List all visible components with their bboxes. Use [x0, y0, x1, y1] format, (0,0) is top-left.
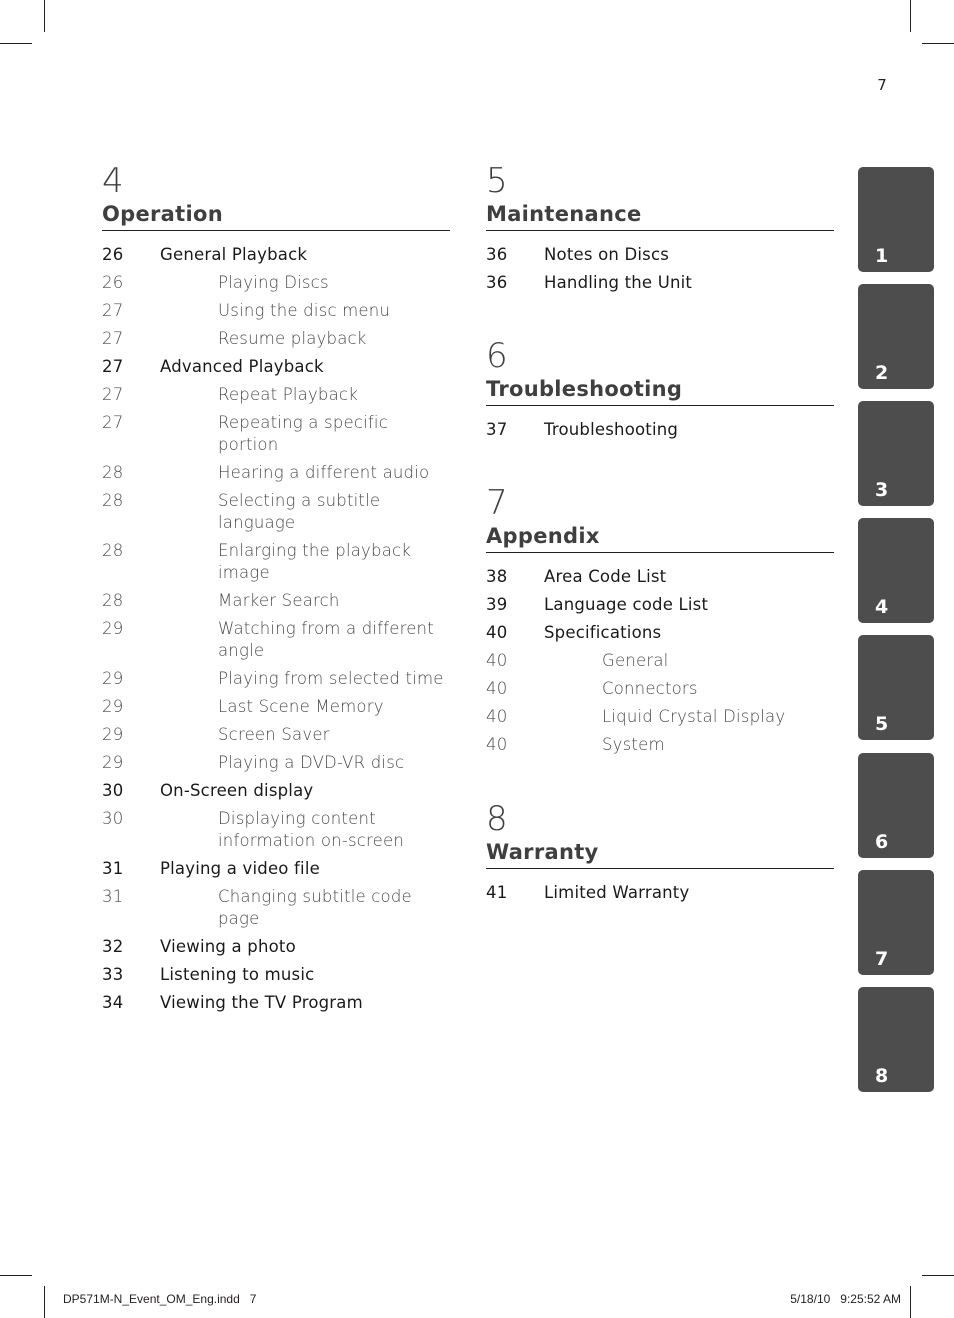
- chapter-tab[interactable]: [858, 987, 934, 1092]
- toc-entry-title: Viewing the TV Program: [160, 993, 363, 1012]
- toc-list: [486, 244, 834, 294]
- toc-page-number: 32: [102, 937, 124, 956]
- toc-entry-title: System: [602, 735, 665, 754]
- toc-page-number: 26: [102, 245, 124, 264]
- toc-entry[interactable]: [102, 490, 450, 534]
- toc-page-number: 34: [102, 993, 124, 1012]
- toc-entry-title: Selecting a subtitle language: [218, 491, 381, 532]
- toc-page-number: 28: [102, 491, 124, 510]
- footer-filename: DP571M-N_Event_OM_Eng.indd 7: [63, 1292, 257, 1306]
- toc-entry[interactable]: [102, 618, 450, 662]
- toc-entry[interactable]: [486, 244, 834, 266]
- toc-page-number: 39: [486, 595, 508, 614]
- tab-label: 2: [875, 362, 889, 384]
- toc-page-number: 27: [102, 329, 124, 348]
- crop-mark: [44, 0, 45, 32]
- toc-section: [486, 161, 834, 300]
- toc-page-number: 29: [102, 725, 124, 744]
- page-number: 7: [877, 76, 887, 94]
- toc-list: [486, 566, 834, 756]
- toc-page-number: 41: [486, 883, 508, 902]
- chapter-tab[interactable]: [858, 635, 934, 740]
- toc-entry-title: Repeating a specific portion: [218, 413, 388, 454]
- section-number: 7: [486, 483, 508, 523]
- section-number: 4: [102, 161, 124, 201]
- tab-label: 4: [875, 596, 889, 618]
- toc-list: [486, 419, 834, 441]
- tab-label: 8: [875, 1065, 889, 1087]
- toc-page-number: 30: [102, 809, 124, 828]
- toc-page-number: 37: [486, 420, 508, 439]
- toc-page-number: 40: [486, 651, 508, 670]
- toc-entry[interactable]: [102, 752, 450, 774]
- chapter-tab[interactable]: [858, 870, 934, 975]
- toc-page-number: 29: [102, 619, 124, 638]
- chapter-tab[interactable]: [858, 518, 934, 623]
- toc-page-number: 26: [102, 273, 124, 292]
- toc-list: [102, 244, 450, 1014]
- toc-page-number: 40: [486, 679, 508, 698]
- toc-page-number: 38: [486, 567, 508, 586]
- tab-label: 6: [875, 831, 889, 853]
- toc-entry[interactable]: [102, 992, 450, 1014]
- tab-label: 5: [875, 713, 889, 735]
- toc-entry[interactable]: [102, 780, 450, 802]
- toc-entry-title: Resume playback: [218, 329, 367, 348]
- crop-mark: [44, 1286, 45, 1318]
- toc-page-number: 31: [102, 859, 124, 878]
- toc-entry-title: Listening to music: [160, 965, 315, 984]
- toc-page-number: 29: [102, 697, 124, 716]
- toc-entry[interactable]: [102, 964, 450, 986]
- chapter-tab[interactable]: [858, 284, 934, 389]
- toc-entry[interactable]: [102, 540, 450, 584]
- toc-entry-title: Playing a DVD-VR disc: [218, 753, 405, 772]
- section-number: 5: [486, 161, 508, 201]
- toc-page-number: 36: [486, 245, 508, 264]
- toc-entry-title: Connectors: [602, 679, 698, 698]
- toc-entry-title: Changing subtitle code page: [218, 887, 412, 928]
- toc-entry[interactable]: [102, 300, 450, 322]
- toc-page-number: 27: [102, 301, 124, 320]
- crop-mark: [910, 1286, 911, 1318]
- toc-page-number: 36: [486, 273, 508, 292]
- toc-entry[interactable]: [102, 696, 450, 718]
- section-title: Warranty: [486, 840, 834, 869]
- toc-list: [486, 882, 834, 904]
- toc-entry[interactable]: [486, 650, 834, 672]
- toc-entry-title: Screen Saver: [218, 725, 330, 744]
- toc-entry-title: Advanced Playback: [160, 357, 324, 376]
- toc-entry-title: Watching from a different angle: [218, 619, 434, 660]
- toc-entry-title: General: [602, 651, 669, 670]
- toc-entry[interactable]: [486, 566, 834, 588]
- toc-entry-title: Playing from selected time: [218, 669, 444, 688]
- toc-entry[interactable]: [486, 419, 834, 441]
- crop-mark: [0, 43, 32, 44]
- toc-page-number: 29: [102, 669, 124, 688]
- toc-entry-title: Handling the Unit: [544, 273, 693, 292]
- chapter-tab[interactable]: [858, 753, 934, 858]
- section-title: Maintenance: [486, 202, 834, 231]
- toc-entry-title: Liquid Crystal Display: [602, 707, 786, 726]
- chapter-tab[interactable]: [858, 401, 934, 506]
- toc-section: [486, 483, 834, 762]
- toc-page-number: 27: [102, 357, 124, 376]
- toc-entry[interactable]: [486, 706, 834, 728]
- toc-entry[interactable]: [102, 724, 450, 746]
- toc-page-number: 29: [102, 753, 124, 772]
- toc-entry-title: General Playback: [160, 245, 308, 264]
- toc-page-number: 30: [102, 781, 124, 800]
- crop-mark: [922, 1275, 954, 1276]
- toc-entry[interactable]: [102, 462, 450, 484]
- crop-mark: [910, 0, 911, 32]
- toc-entry-title: Troubleshooting: [544, 420, 679, 439]
- toc-page-number: 33: [102, 965, 124, 984]
- toc-entry[interactable]: [102, 668, 450, 690]
- toc-entry[interactable]: [102, 328, 450, 350]
- toc-entry[interactable]: [486, 272, 834, 294]
- toc-entry-title: Specifications: [544, 623, 662, 642]
- toc-page-number: 28: [102, 541, 124, 560]
- toc-entry[interactable]: [486, 734, 834, 756]
- toc-section: [102, 161, 450, 1020]
- toc-entry[interactable]: [486, 622, 834, 644]
- toc-entry[interactable]: [102, 244, 450, 266]
- toc-entry[interactable]: [102, 590, 450, 612]
- section-title: Operation: [102, 202, 450, 231]
- toc-entry-title: Enlarging the playback image: [218, 541, 412, 582]
- section-number: 6: [486, 336, 508, 376]
- tab-label: 7: [875, 948, 889, 970]
- crop-mark: [0, 1275, 32, 1276]
- toc-entry[interactable]: [102, 384, 450, 406]
- section-title: Appendix: [486, 524, 834, 553]
- toc-page-number: 27: [102, 413, 124, 432]
- toc-entry[interactable]: [102, 808, 450, 852]
- tab-label: 3: [875, 479, 889, 501]
- toc-entry[interactable]: [102, 412, 450, 456]
- toc-entry[interactable]: [102, 272, 450, 294]
- toc-page-number: 40: [486, 735, 508, 754]
- toc-page-number: 27: [102, 385, 124, 404]
- toc-page-number: 31: [102, 887, 124, 906]
- section-title: Troubleshooting: [486, 377, 834, 406]
- toc-entry[interactable]: [486, 594, 834, 616]
- chapter-tab[interactable]: [858, 167, 934, 272]
- toc-entry-title: Language code List: [544, 595, 709, 614]
- crop-mark: [922, 43, 954, 44]
- toc-section: [486, 799, 834, 910]
- section-number: 8: [486, 799, 508, 839]
- toc-entry-title: Playing Discs: [218, 273, 329, 292]
- toc-entry[interactable]: [102, 886, 450, 930]
- toc-entry[interactable]: [486, 882, 834, 904]
- toc-entry-title: Using the disc menu: [218, 301, 391, 320]
- toc-entry-title: Repeat Playback: [218, 385, 358, 404]
- toc-entry[interactable]: [102, 936, 450, 958]
- toc-entry-title: Marker Search: [218, 591, 340, 610]
- toc-entry-title: Limited Warranty: [544, 883, 690, 902]
- toc-entry[interactable]: [486, 678, 834, 700]
- toc-entry-title: Displaying content information on-screen: [218, 809, 405, 850]
- toc-entry-title: Viewing a photo: [160, 937, 296, 956]
- toc-entry-title: Area Code List: [544, 567, 667, 586]
- toc-page-number: 40: [486, 623, 508, 642]
- toc-entry[interactable]: [102, 356, 450, 378]
- toc-entry-title: Last Scene Memory: [218, 697, 384, 716]
- toc-entry-title: Notes on Discs: [544, 245, 670, 264]
- toc-entry[interactable]: [102, 858, 450, 880]
- toc-page-number: 28: [102, 463, 124, 482]
- toc-entry-title: On-Screen display: [160, 781, 314, 800]
- toc-entry-title: Hearing a different audio: [218, 463, 430, 482]
- tab-label: 1: [875, 245, 889, 267]
- toc-page-number: 40: [486, 707, 508, 726]
- toc-page-number: 28: [102, 591, 124, 610]
- toc-section: [486, 336, 834, 447]
- toc-entry-title: Playing a video file: [160, 859, 320, 878]
- footer-timestamp: 5/18/10 9:25:52 AM: [790, 1292, 901, 1306]
